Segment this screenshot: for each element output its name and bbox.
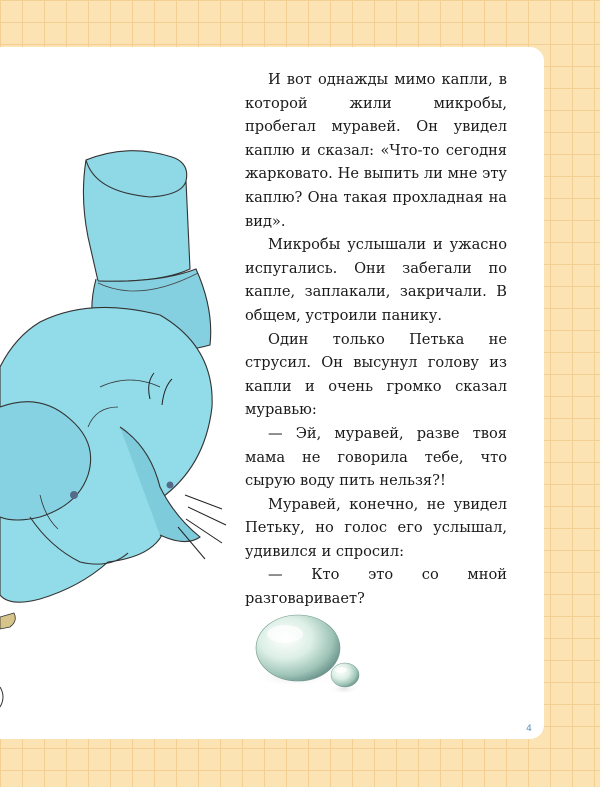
microbe-head xyxy=(0,307,212,602)
story-text xyxy=(245,68,507,611)
story-paragraph: Муравей, конечно, не увидел Петьку, но голос его услышал, удивился и спросил: xyxy=(245,495,507,560)
microbe-paw xyxy=(0,613,15,629)
story-paragraph: — Эй, муравей, разве твоя мама не говорила тебе, что сырую воду пить нельзя?! xyxy=(245,424,507,490)
story-paragraph: — Кто это со мной разговаривает? xyxy=(245,566,507,608)
water-drop-illustration xyxy=(252,615,360,694)
story-paragraph: И вот однажды мимо капли, в которой жили микробы, пробегал муравей. Он увидел каплю и сказал: «Что-то сегодня жарковато. Не выпить ли мне эту каплю? Она такая прохладная на вид». xyxy=(245,71,507,230)
story-paragraph: Один только Петька не струсил. Он высунул голову из капли и очень громко сказал муравью: xyxy=(245,330,507,419)
book-page xyxy=(0,47,544,739)
story-paragraph: Микробы услышали и ужасно испугались. Они забегали по капле, заплакали, закричали. В общем, устроили панику. xyxy=(245,236,507,324)
page-number: 4 xyxy=(526,724,532,734)
